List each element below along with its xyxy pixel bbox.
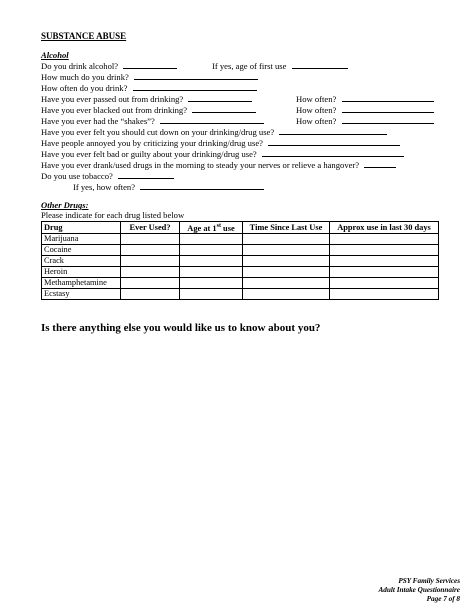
footer-org: PSY Family Services [398, 577, 460, 585]
morning-field[interactable] [364, 159, 396, 168]
blacked-out-often-row [296, 104, 434, 115]
other-drugs-instruction: Please indicate for each drug listed below [41, 210, 185, 220]
ever-used-cell[interactable] [121, 277, 180, 288]
age-first-use-cell[interactable] [180, 255, 243, 266]
approx-use-cell[interactable] [330, 255, 439, 266]
header-approx-use: Approx use in last 30 days [330, 222, 439, 234]
section-title: SUBSTANCE ABUSE [41, 31, 127, 41]
q-shakes-text: Have you ever had the “shakes”? [41, 116, 155, 126]
age-first-use-cell[interactable] [180, 288, 243, 299]
passed-out-field[interactable] [188, 93, 252, 102]
footer-doc: Adult Intake Questionnaire [378, 586, 460, 594]
shakes-often-row [296, 115, 434, 126]
blacked-out-field[interactable] [192, 104, 256, 113]
header-age-first-use [180, 222, 243, 234]
approx-use-cell[interactable] [330, 266, 439, 277]
q-annoyed-row [41, 137, 400, 148]
how-much-field[interactable] [134, 71, 258, 80]
approx-use-cell[interactable] [330, 244, 439, 255]
q-first-use-row [212, 60, 348, 71]
header-time-since: Time Since Last Use [243, 222, 330, 234]
time-since-cell[interactable] [243, 277, 330, 288]
age-first-use-cell[interactable] [180, 244, 243, 255]
q-morning-text: Have you ever drank/used drugs in the morning to steady your nerves or relieve a hangover? [41, 160, 360, 170]
q-passed-out-text: Have you ever passed out from drinking? [41, 94, 184, 104]
q-how-often-text: How often do you drink? [41, 83, 128, 93]
table-row [42, 266, 439, 277]
drug-table-header-row [42, 222, 439, 234]
q-annoyed-text: Have people annoyed you by criticizing your drinking/drug use? [41, 138, 263, 148]
guilty-field[interactable] [262, 148, 404, 157]
approx-use-cell[interactable] [330, 233, 439, 244]
q-tobacco-text: Do you use tobacco? [41, 171, 113, 181]
drug-name: Methamphetamine [42, 277, 121, 288]
drug-name: Marijuana [42, 233, 121, 244]
blacked-out-often-field[interactable] [342, 104, 434, 113]
time-since-cell[interactable] [243, 233, 330, 244]
table-row [42, 244, 439, 255]
shakes-often-field[interactable] [342, 115, 434, 124]
time-since-cell[interactable] [243, 288, 330, 299]
q-first-use-text: If yes, age of first use [212, 61, 287, 71]
drug-table [41, 221, 439, 300]
q-cut-down-text: Have you ever felt you should cut down on your drinking/drug use? [41, 127, 275, 137]
q-how-much-row [41, 71, 258, 82]
ever-used-cell[interactable] [121, 266, 180, 277]
first-use-age-field[interactable] [292, 60, 348, 69]
header-ever-used: Ever Used? [121, 222, 180, 234]
time-since-cell[interactable] [243, 255, 330, 266]
passed-out-often-field[interactable] [342, 93, 434, 102]
age-first-use-cell[interactable] [180, 266, 243, 277]
how-often-label: How often? [296, 94, 337, 104]
age-first-use-cell[interactable] [180, 277, 243, 288]
ever-used-cell[interactable] [121, 288, 180, 299]
q-shakes-row [41, 115, 264, 126]
cut-down-field[interactable] [279, 126, 387, 135]
age-first-use-cell[interactable] [180, 233, 243, 244]
shakes-field[interactable] [160, 115, 264, 124]
q-morning-row [41, 159, 396, 170]
drink-answer-field[interactable] [123, 60, 177, 69]
q-tobacco-row [41, 170, 174, 181]
q-tobacco-often-text: If yes, how often? [73, 182, 136, 192]
drug-name: Cocaine [42, 244, 121, 255]
how-often-label: How often? [296, 116, 337, 126]
tobacco-often-field[interactable] [140, 181, 264, 190]
q-drink-text: Do you drink alcohol? [41, 61, 119, 71]
approx-use-cell[interactable] [330, 277, 439, 288]
q-tobacco-often-row [73, 181, 264, 192]
ever-used-cell[interactable] [121, 244, 180, 255]
header-age-prefix: Age at 1 [187, 223, 217, 233]
q-guilty-row [41, 148, 404, 159]
other-drugs-label: Other Drugs: [41, 200, 89, 210]
header-age-suffix: use [220, 223, 235, 233]
q-how-often-row [41, 82, 257, 93]
q-drink-row [41, 60, 177, 71]
q-guilty-text: Have you ever felt bad or guilty about your drinking/drug use? [41, 149, 257, 159]
drug-name: Crack [42, 255, 121, 266]
header-drug: Drug [42, 222, 121, 234]
q-blacked-out-text: Have you ever blacked out from drinking? [41, 105, 188, 115]
passed-out-often-row [296, 93, 434, 104]
footer-page: Page 7 of 8 [426, 595, 460, 603]
alcohol-label: Alcohol [41, 50, 69, 60]
q-passed-out-row [41, 93, 252, 104]
table-row [42, 288, 439, 299]
table-row [42, 255, 439, 266]
annoyed-field[interactable] [268, 137, 400, 146]
time-since-cell[interactable] [243, 266, 330, 277]
tobacco-field[interactable] [118, 170, 174, 179]
ever-used-cell[interactable] [121, 233, 180, 244]
drug-name: Ecstasy [42, 288, 121, 299]
approx-use-cell[interactable] [330, 288, 439, 299]
closing-question: Is there anything else you would like us to know about you? [41, 322, 321, 334]
table-row [42, 277, 439, 288]
ever-used-cell[interactable] [121, 255, 180, 266]
how-often-field[interactable] [133, 82, 257, 91]
header-age-sup: st [216, 223, 221, 229]
how-often-label: How often? [296, 105, 337, 115]
drug-name: Heroin [42, 266, 121, 277]
q-how-much-text: How much do you drink? [41, 72, 129, 82]
q-blacked-out-row [41, 104, 256, 115]
q-cut-down-row [41, 126, 387, 137]
time-since-cell[interactable] [243, 244, 330, 255]
table-row [42, 233, 439, 244]
